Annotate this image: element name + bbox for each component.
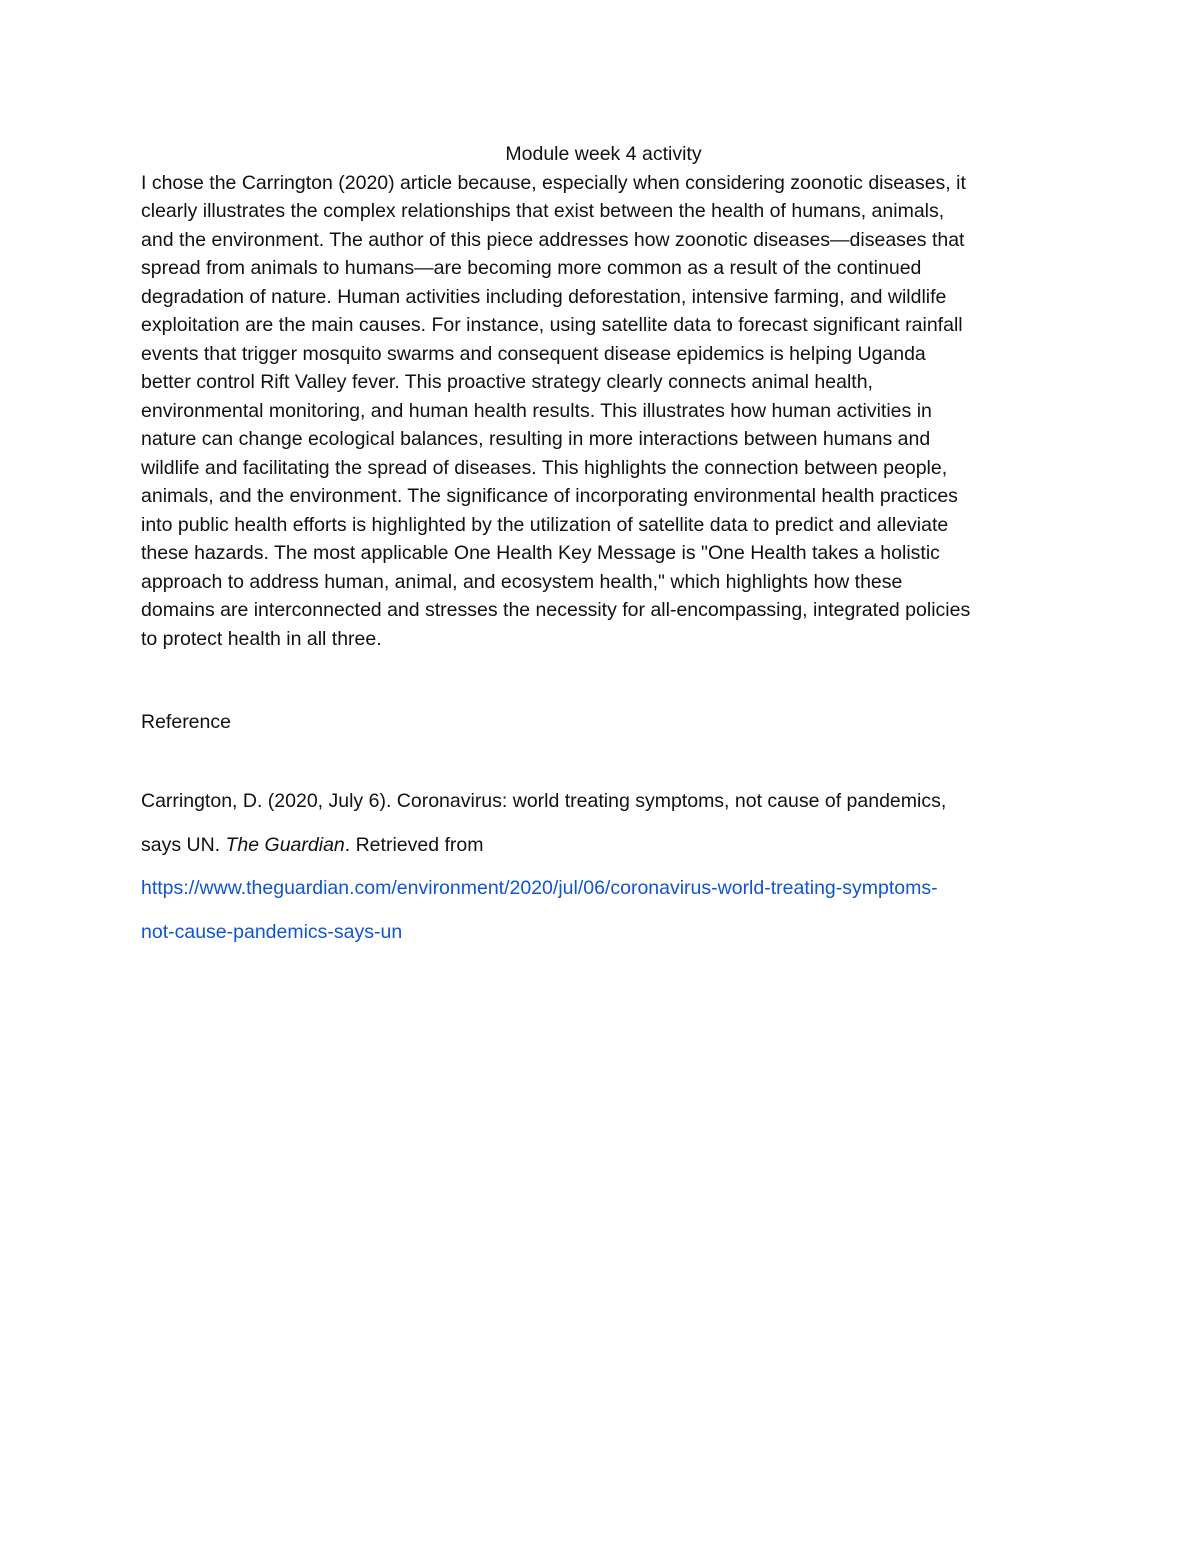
citation-text: . Retrieved from [344,833,484,856]
citation-url-link[interactable]: https://www.theguardian.com/environment/2020/jul/06/coronavirus-world-treating-symptoms- [141,877,938,899]
body-line: to protect health in all three. [141,627,382,650]
citation-url-line [141,867,1066,911]
body-line: and the environment. The author of this piece addresses how zoonotic diseases—diseases that [141,228,965,251]
body-line: environmental monitoring, and human health results. This illustrates how human activities in [141,399,932,422]
citation-journal: The Guardian [225,833,345,856]
citation-url-link[interactable]: not-cause-pandemics-says-un [141,920,403,943]
body-line: these hazards. The most applicable One Health Key Message is "One Health takes a holistic [141,542,940,564]
body-line: animals, and the environment. The significance of incorporating environmental health practices [141,485,958,507]
body-line: nature can change ecological balances, resulting in more interactions between humans and [141,428,931,450]
body-line: I chose the Carrington (2020) article because, especially when considering zoonotic diseases, it [141,171,966,194]
citation-line: Carrington, D. (2020, July 6). Coronavirus: world treating symptoms, not cause of pandemics, [141,790,947,812]
document-content [141,140,1066,943]
body-line: events that trigger mosquito swarms and consequent disease epidemics is helping Uganda [141,342,926,365]
body-line: approach to address human, animal, and ecosystem health," which highlights how these [141,570,903,593]
reference-citation [141,780,1066,954]
citation-text: says UN. [141,833,226,856]
body-paragraph [141,169,1066,654]
body-line: spread from animals to humans—are becoming more common as a result of the continued [141,257,922,279]
citation-url-line [141,911,1066,955]
body-line: domains are interconnected and stresses the necessity for all-encompassing, integrated policies [141,599,971,621]
body-line: degradation of nature. Human activities including deforestation, intensive farming, and wildlife [141,285,947,308]
reference-heading: Reference [141,711,231,733]
citation-line [141,824,1066,868]
document-title: Module week 4 activity [505,143,702,165]
body-line: clearly illustrates the complex relationships that exist between the health of humans, animals, [141,200,945,222]
body-line: into public health efforts is highlighted by the utilization of satellite data to predict and alleviate [141,513,949,536]
body-line: exploitation are the main causes. For instance, using satellite data to forecast significant rainfall [141,314,963,336]
body-line: wildlife and facilitating the spread of diseases. This highlights the connection between people, [141,456,948,479]
body-line: better control Rift Valley fever. This proactive strategy clearly connects animal health, [141,371,873,393]
